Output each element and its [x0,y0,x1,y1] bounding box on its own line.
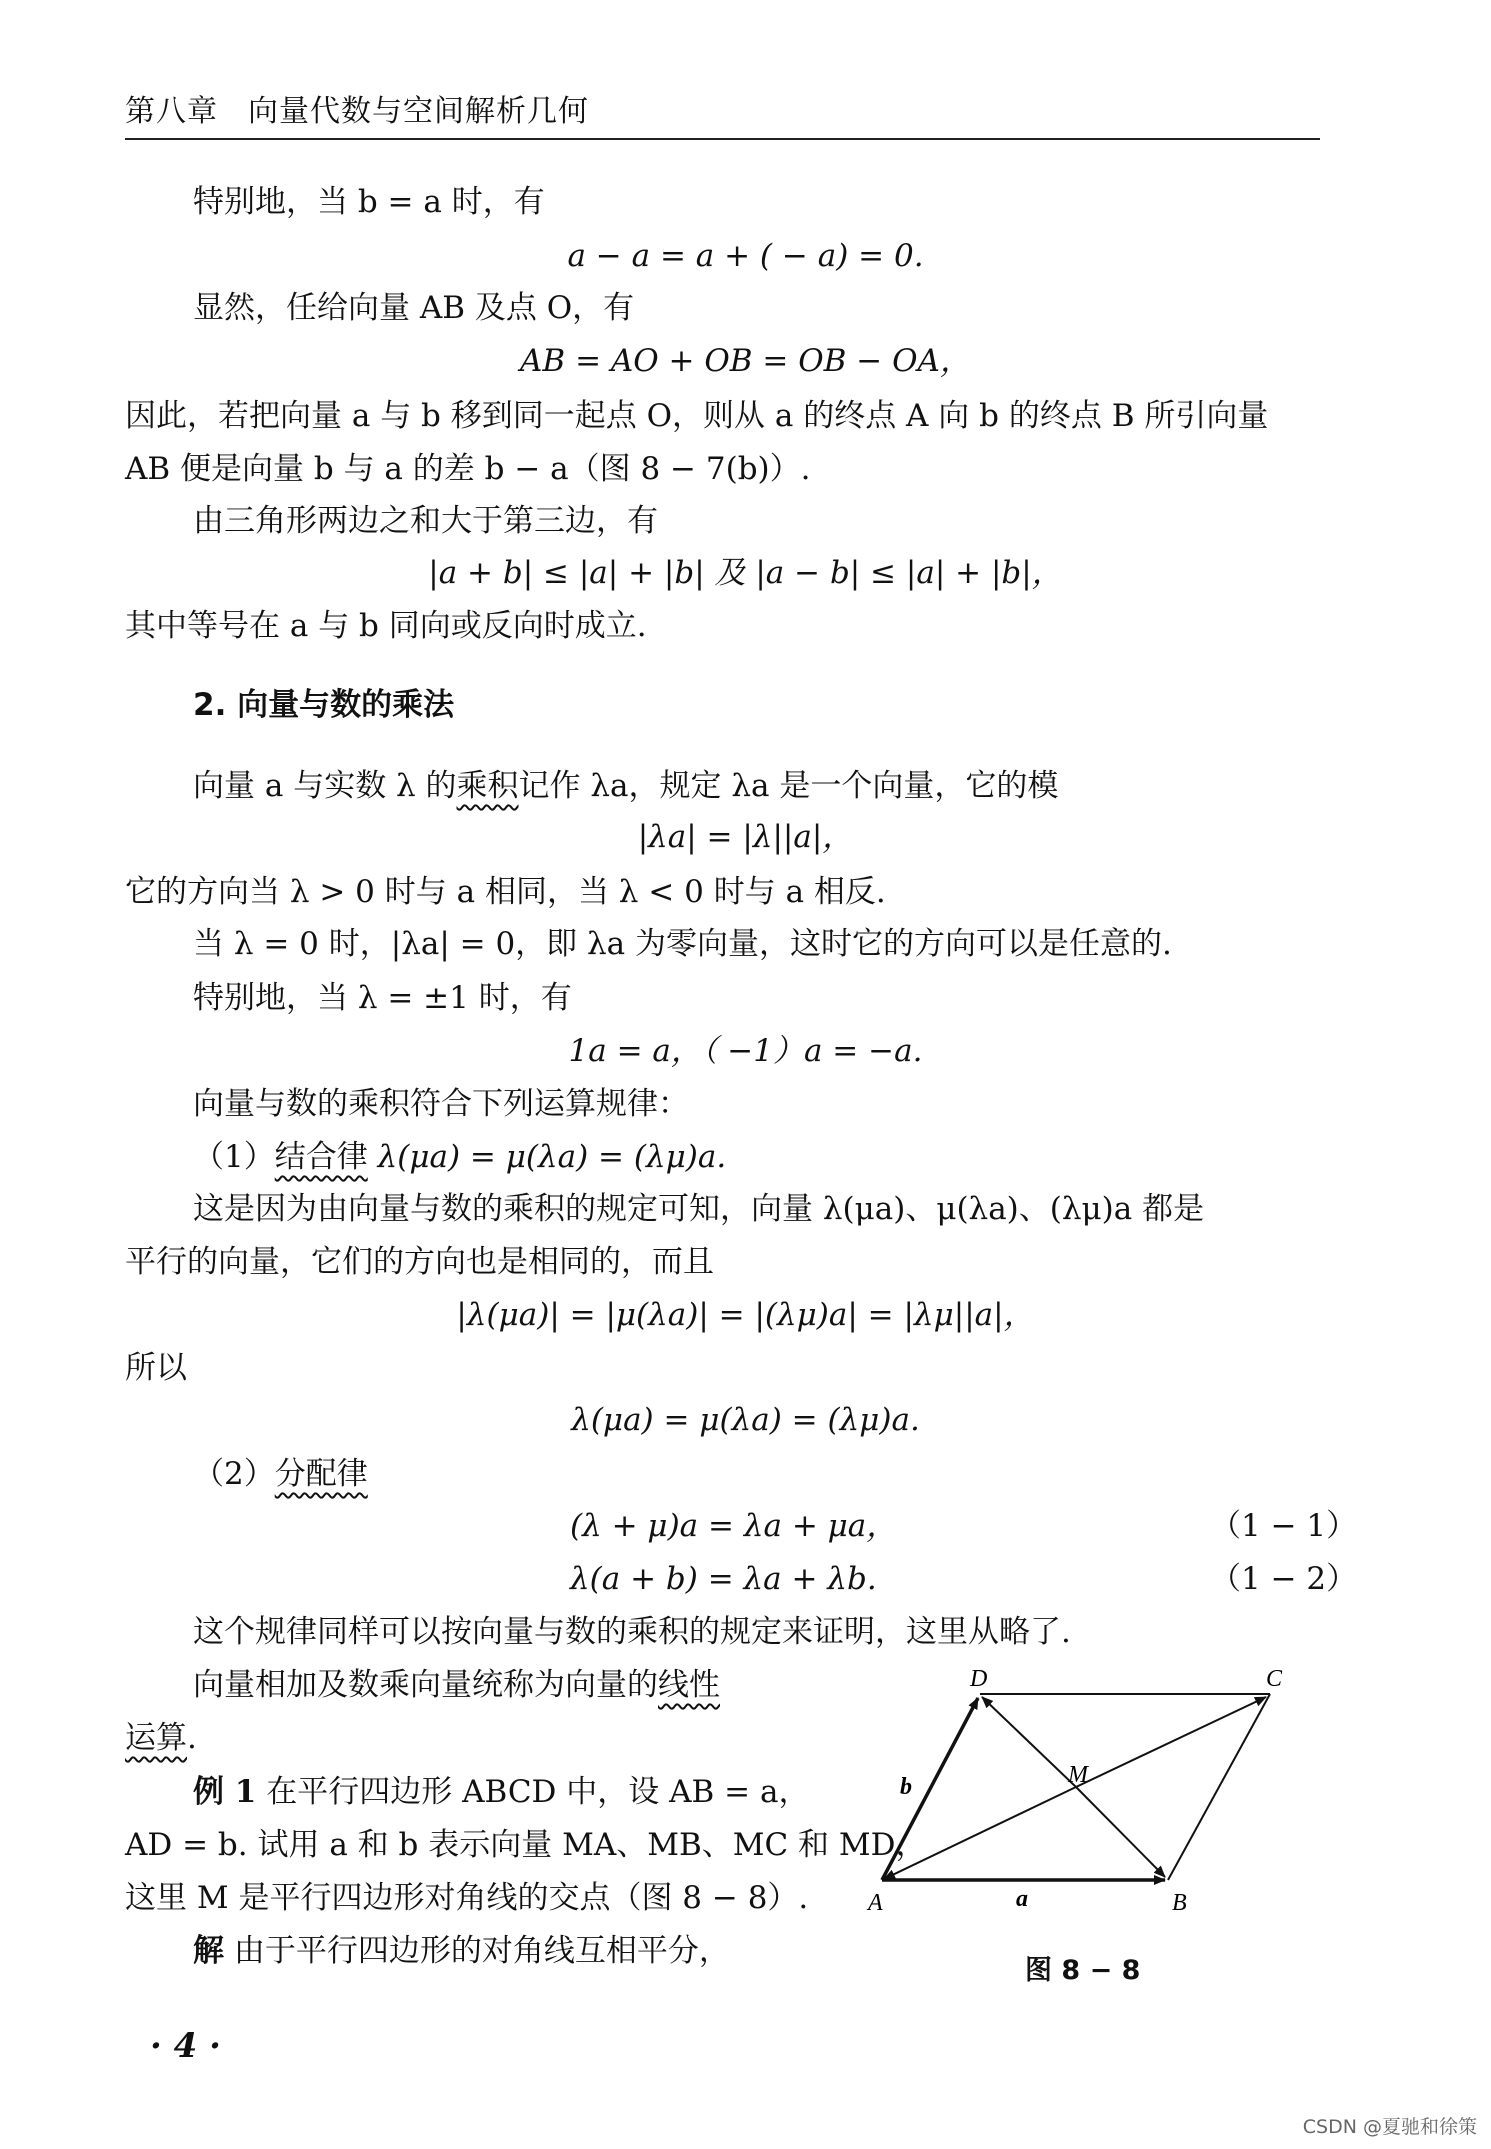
term-underlined: 结合律 [274,1139,368,1175]
point-b-label: B [1172,1890,1187,1916]
vector-b-label: b [900,1774,912,1800]
vector-md [982,1697,1076,1787]
text-line: 这里 M 是平行四边形对角线的交点（图 8 − 8）. [125,1880,809,1916]
text-line: 向量与数的乘积符合下列运算规律： [193,1086,689,1122]
term-underlined: 线性 [658,1667,720,1703]
parallelogram-figure [860,1670,1300,1930]
text-span: （1） [193,1139,275,1175]
text-line: 这个规律同样可以按向量与数的乘积的规定来证明，这里从略了. [193,1614,1071,1650]
text-span: . [187,1720,197,1756]
text-line: AB 便是向量 b 与 a 的差 b − a（图 8 − 7(b)）. [125,451,811,487]
formula: λ(μa) = μ(λa) = (λμ)a. [571,1402,920,1438]
text-span: （2） [193,1456,275,1492]
page-number: · 4 · [150,2026,222,2066]
term-underlined: 运算 [125,1720,187,1756]
vector-ma [884,1787,1076,1879]
text-line [193,1932,730,1970]
text-span: λ(μa) = μ(λa) = (λμ)a. [367,1139,727,1175]
text-line [193,1138,726,1176]
formula: a − a = a + ( − a) = 0. [567,238,924,274]
text-line: 其中等号在 a 与 b 同向或反向时成立. [125,608,647,644]
vector-mb [1076,1787,1165,1877]
text-line: 因此，若把向量 a 与 b 移到同一起点 O，则从 a 的终点 A 向 b 的终点 B 所引向量 [125,398,1269,434]
chapter-number: 第八章 [125,94,218,129]
formula: AB = AO + OB = OB − OA， [520,343,971,379]
text-line: 当 λ = 0 时，|λa| = 0，即 λa 为零向量，这时它的方向可以是任意的. [193,926,1172,962]
vector-b [882,1698,978,1880]
chapter-title: 向量代数与空间解析几何 [248,94,589,129]
text-line: AD = b. 试用 a 和 b 表示向量 MA、MB、MC 和 MD， [125,1827,927,1863]
equation-number: （1 − 1） [1210,1508,1358,1544]
formula: |a + b| ≤ |a| + |b| 及 |a − b| ≤ |a| + |b|， [428,555,1063,591]
point-c-label: C [1266,1670,1283,1692]
term-underlined: 分配律 [274,1456,368,1492]
text-line: 平行的向量，它们的方向也是相同的，而且 [125,1244,714,1280]
formula: |λa| = |λ||a|， [637,819,854,855]
equation-number: （1 − 2） [1210,1561,1358,1597]
text-line [193,1773,809,1811]
point-d-label: D [970,1670,988,1692]
vector-a-label: a [1016,1886,1028,1912]
text-span: 在平行四边形 ABCD 中，设 AB = a， [256,1774,810,1810]
text-span: 向量 a 与实数 λ 的 [193,768,457,804]
text-line [125,1719,197,1757]
vector-mc [1076,1697,1266,1787]
point-m-label: M [1068,1762,1088,1788]
figure-caption: 图 8 − 8 [1025,1955,1141,1986]
text-line: 由三角形两边之和大于第三边，有 [193,503,658,539]
text-line: 这是因为由向量与数的乘积的规定可知，向量 λ(μa)、μ(λa)、(λμ)a 都是 [193,1191,1205,1227]
text-line [193,1666,720,1704]
text-span: 向量相加及数乘向量统称为向量的 [193,1667,658,1703]
formula: 1a = a，（ −1）a = −a. [568,1033,923,1069]
text-line: 特别地，当 b = a 时，有 [193,184,545,220]
text-span: 由于平行四边形的对角线互相平分， [224,1933,730,1969]
formula: (λ + μ)a = λa + μa， [570,1508,898,1544]
example-label: 例 1 [193,1774,257,1810]
formula: |λ(μa)| = |μ(λa)| = |(λμ)a| = |λμ||a|， [456,1297,1035,1333]
formula: λ(a + b) = λa + λb. [570,1561,877,1597]
point-a-label: A [868,1890,883,1916]
text-line: 显然，任给向量 AB 及点 O，有 [193,290,635,326]
solution-label: 解 [193,1933,224,1969]
side-cb [1168,1694,1270,1880]
text-line: 它的方向当 λ > 0 时与 a 相同，当 λ < 0 时与 a 相反. [125,874,886,910]
text-line [193,1455,368,1493]
running-header [125,86,589,130]
section-heading: 2. 向量与数的乘法 [193,687,455,723]
text-line: 特别地，当 λ = ±1 时，有 [193,980,572,1016]
text-line: 所以 [125,1350,187,1386]
header-rule [125,138,1320,140]
term-underlined: 乘积 [456,768,519,804]
text-line [193,767,1058,805]
watermark: CSDN @夏驰和徐策 [1302,2116,1477,2138]
text-span: 记作 λa，规定 λa 是一个向量，它的模 [518,768,1059,804]
